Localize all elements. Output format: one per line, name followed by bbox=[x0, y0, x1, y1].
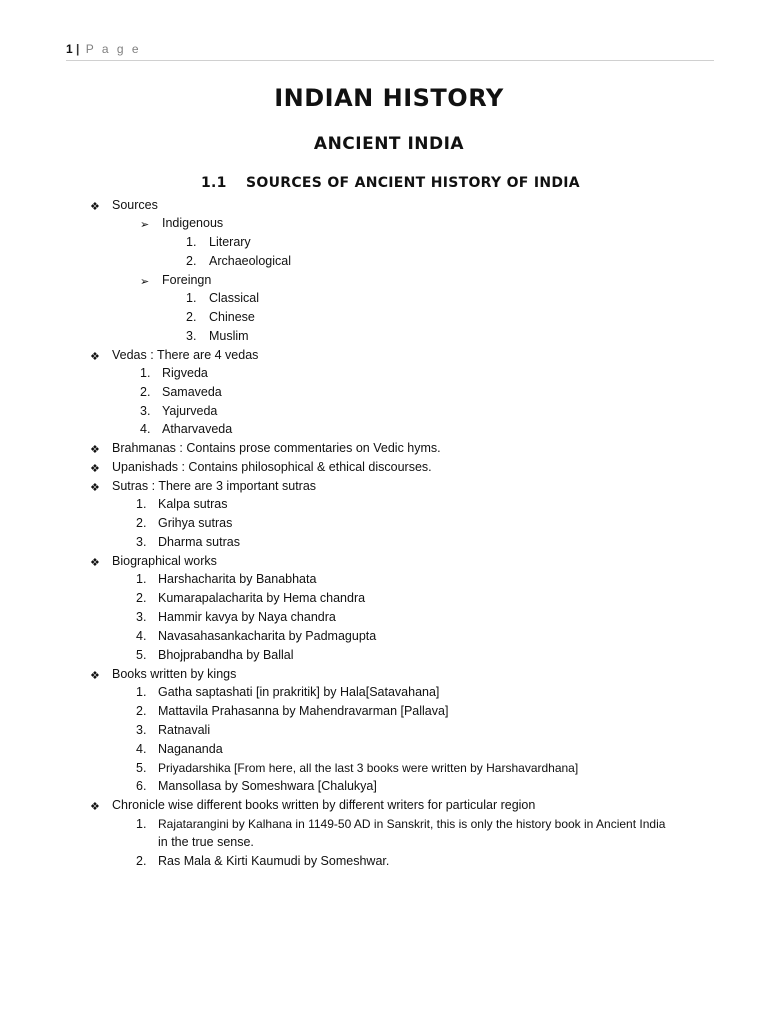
list-item: Yajurveda bbox=[162, 404, 218, 418]
list-item-number: 3. bbox=[140, 404, 151, 418]
diamond-bullet-icon: ❖ bbox=[90, 351, 100, 363]
arrow-bullet-icon: ➢ bbox=[140, 219, 150, 231]
list-item-number: 1. bbox=[186, 235, 197, 249]
list-item: Mansollasa by Someshwara [Chalukya] bbox=[158, 779, 377, 793]
list-item: Muslim bbox=[209, 329, 249, 343]
list-item-number: 1. bbox=[136, 685, 147, 699]
list-item: Kalpa sutras bbox=[158, 497, 228, 511]
list-item-number: 1. bbox=[136, 497, 147, 511]
list-item-foreign: Foreingn bbox=[162, 273, 212, 287]
list-item: Literary bbox=[209, 235, 251, 249]
diamond-bullet-icon: ❖ bbox=[90, 201, 100, 213]
list-item-number: 2. bbox=[186, 254, 197, 268]
arrow-bullet-icon: ➢ bbox=[140, 276, 150, 288]
list-item: Harshacharita by Banabhata bbox=[158, 572, 317, 586]
list-item: Samaveda bbox=[162, 385, 222, 399]
list-item-number: 2. bbox=[136, 704, 147, 718]
page-number: 1 bbox=[66, 42, 73, 56]
list-item-biographical: Biographical works bbox=[112, 554, 217, 568]
list-item: Bhojprabandha by Ballal bbox=[158, 648, 294, 662]
page-separator: | bbox=[76, 42, 80, 56]
list-item-sources: Sources bbox=[112, 198, 158, 212]
list-item-vedas: Vedas : There are 4 vedas bbox=[112, 348, 259, 362]
list-item-number: 3. bbox=[136, 723, 147, 737]
page-label: P a g e bbox=[85, 42, 142, 56]
list-item-number: 1. bbox=[186, 291, 197, 305]
list-item: Nagananda bbox=[158, 742, 223, 756]
list-item-number: 4. bbox=[136, 742, 147, 756]
list-item: Gatha saptashati [in prakritik] by Hala[Satavahana] bbox=[158, 685, 440, 699]
list-item: Atharvaveda bbox=[162, 422, 233, 436]
list-item: Kumarapalacharita by Hema chandra bbox=[158, 591, 366, 605]
list-item-number: 4. bbox=[136, 629, 147, 643]
list-item: Grihya sutras bbox=[158, 516, 233, 530]
page-header bbox=[66, 42, 714, 61]
list-item-sutras: Sutras : There are 3 important sutras bbox=[112, 479, 317, 493]
list-item-number: 5. bbox=[136, 648, 147, 662]
list-item: Rigveda bbox=[162, 366, 208, 380]
list-item: Priyadarshika [From here, all the last 3 books were written by Harshavardhana] bbox=[158, 761, 579, 775]
section-number: 1.1 bbox=[201, 175, 227, 191]
list-item-indigenous: Indigenous bbox=[162, 216, 224, 230]
list-item-number: 1. bbox=[136, 572, 147, 586]
list-item-number: 2. bbox=[186, 310, 197, 324]
list-item: Archaeological bbox=[209, 254, 291, 268]
list-item-brahmanas: Brahmanas : Contains prose commentaries on Vedic hyms. bbox=[112, 441, 441, 455]
diamond-bullet-icon: ❖ bbox=[90, 557, 100, 569]
diamond-bullet-icon: ❖ bbox=[90, 463, 100, 475]
list-item-number: 5. bbox=[136, 761, 147, 775]
list-item-number: 3. bbox=[136, 610, 147, 624]
section-title: SOURCES OF ANCIENT HISTORY OF INDIA bbox=[246, 175, 580, 191]
list-item: Ratnavali bbox=[158, 723, 211, 737]
list-item: Mattavila Prahasanna by Mahendravarman [Pallava] bbox=[158, 704, 449, 718]
list-item-number: 4. bbox=[140, 422, 151, 436]
list-item-number: 2. bbox=[140, 385, 151, 399]
list-item-upanishads: Upanishads : Contains philosophical & ethical discourses. bbox=[112, 460, 432, 474]
section-heading bbox=[201, 175, 580, 191]
list-item-number: 3. bbox=[186, 329, 197, 343]
diamond-bullet-icon: ❖ bbox=[90, 670, 100, 682]
diamond-bullet-icon: ❖ bbox=[90, 444, 100, 456]
list-item-number: 1. bbox=[136, 817, 147, 831]
diamond-bullet-icon: ❖ bbox=[90, 482, 100, 494]
list-item: Chinese bbox=[209, 310, 255, 324]
list-item-number: 1. bbox=[140, 366, 151, 380]
list-item-number: 6. bbox=[136, 779, 147, 793]
list-item: Ras Mala & Kirti Kaumudi by Someshwar. bbox=[158, 854, 390, 868]
list-item-number: 2. bbox=[136, 591, 147, 605]
list-item-chronicle: Chronicle wise different books written by different writers for particular region bbox=[112, 798, 536, 812]
document-subtitle: ANCIENT INDIA bbox=[313, 134, 465, 154]
list-item: Hammir kavya by Naya chandra bbox=[158, 610, 336, 624]
list-item: Navasahasankacharita by Padmagupta bbox=[158, 629, 377, 643]
list-item-kings: Books written by kings bbox=[112, 667, 237, 681]
list-item-continuation: in the true sense. bbox=[158, 835, 254, 849]
list-item: Rajatarangini by Kalhana in 1149-50 AD in Sanskrit, this is only the history book in Ancient India bbox=[158, 817, 666, 831]
list-item-number: 2. bbox=[136, 854, 147, 868]
list-item: Classical bbox=[209, 291, 260, 305]
document-title: INDIAN HISTORY bbox=[274, 84, 504, 112]
list-item-number: 2. bbox=[136, 516, 147, 530]
list-item: Dharma sutras bbox=[158, 535, 240, 549]
list-item-number: 3. bbox=[136, 535, 147, 549]
diamond-bullet-icon: ❖ bbox=[90, 801, 100, 813]
